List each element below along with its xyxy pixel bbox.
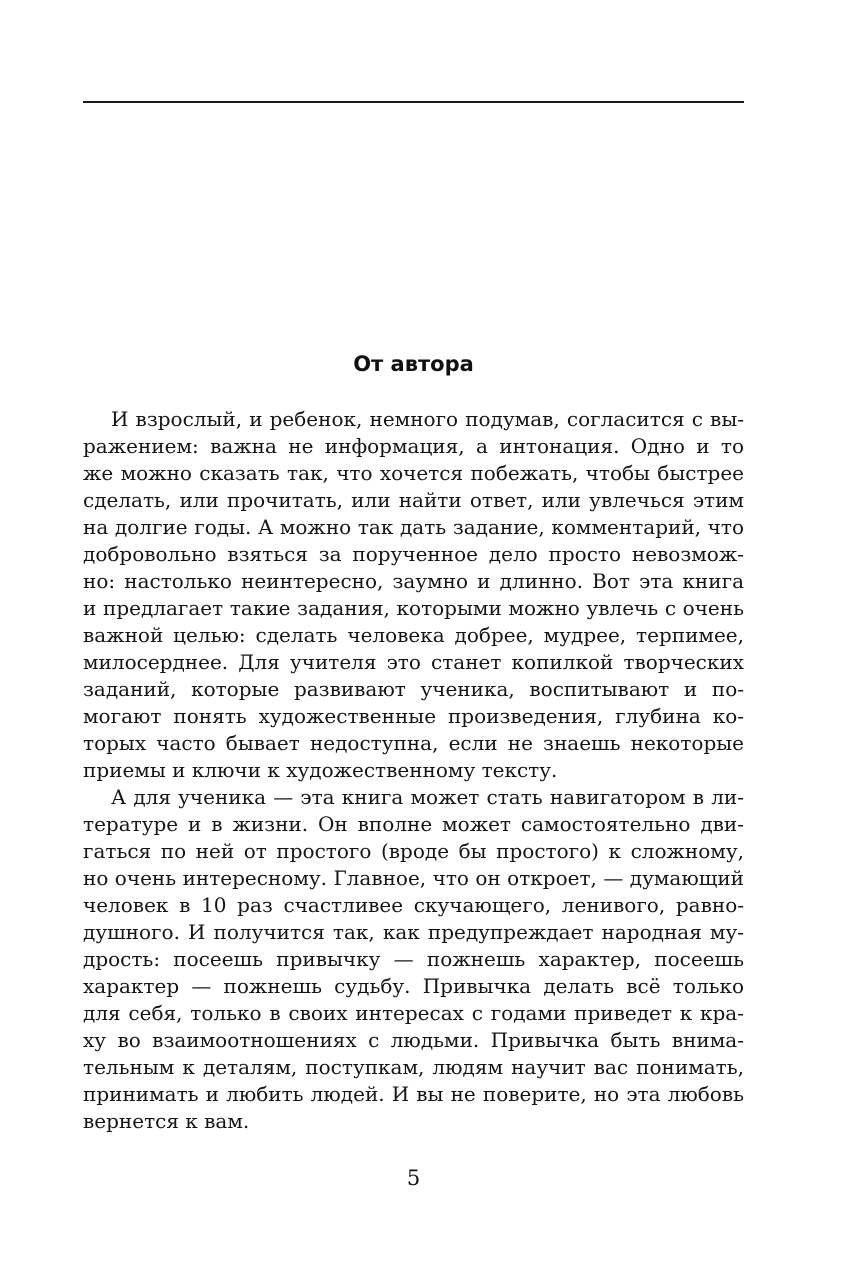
text-line: ражением: важна не информация, а интонация. Одно и то [83,434,744,458]
text-line: важной целью: сделать человека добрее, мудрее, терпимее, [83,623,744,647]
text-line: тельным к деталям, поступкам, людям научит вас понимать, [83,1055,744,1079]
text-line: для себя, только в своих интересах с годами приведет к кра- [83,1001,744,1025]
text-line: дрость: посеешь привычку — пожнешь характер, посеешь [83,947,744,971]
text-line: но: настолько неинтересно, заумно и длинно. Вот эта книга [83,569,744,593]
text-line: вернется к вам. [83,1109,250,1133]
text-line: ху во взаимоотношениях с людьми. Привычка быть внима- [83,1028,744,1052]
text-line: человек в 10 раз счастливее скучающего, ленивого, равно- [83,893,744,917]
text-line: сделать, или прочитать, или найти ответ, или увлечься этим [83,488,744,512]
text-line: И взрослый, и ребенок, немного подумав, согласится с вы- [111,407,744,431]
text-line: гаться по ней от простого (вроде бы простого) к сложному, [83,839,744,863]
header-rule [83,101,744,103]
text-line: торых часто бывает недоступна, если не знаешь некоторые [83,731,744,755]
text-line: милосерднее. Для учителя это станет копилкой творческих [83,650,744,674]
text-line: заданий, которые развивают ученика, воспитывают и по- [83,677,744,701]
section-title: От автора [353,352,474,376]
body-text [83,406,744,1135]
text-line: тературе и в жизни. Он вполне может самостоятельно дви- [83,812,744,836]
text-line: же можно сказать так, что хочется побежать, чтобы быстрее [83,461,744,485]
text-line: принимать и любить людей. И вы не поверите, но эта любовь [83,1082,744,1106]
text-line: добровольно взяться за порученное дело просто невозмож- [83,542,744,566]
text-line: приемы и ключи к художественному тексту. [83,758,558,782]
text-line: но очень интересному. Главное, что он откроет, — думающий [83,866,744,890]
text-line: на долгие годы. А можно так дать задание, комментарий, что [83,515,744,539]
text-line: и предлагает такие задания, которыми можно увлечь с очень [83,596,744,620]
text-line: могают понять художественные произведения, глубина ко- [83,704,744,728]
page-number: 5 [406,1166,421,1190]
text-line: характер — пожнешь судьбу. Привычка делать всё только [83,974,744,998]
text-line: душного. И получится так, как предупреждает народная му- [83,920,744,944]
text-line: А для ученика — эта книга может стать навигатором в ли- [111,785,744,809]
